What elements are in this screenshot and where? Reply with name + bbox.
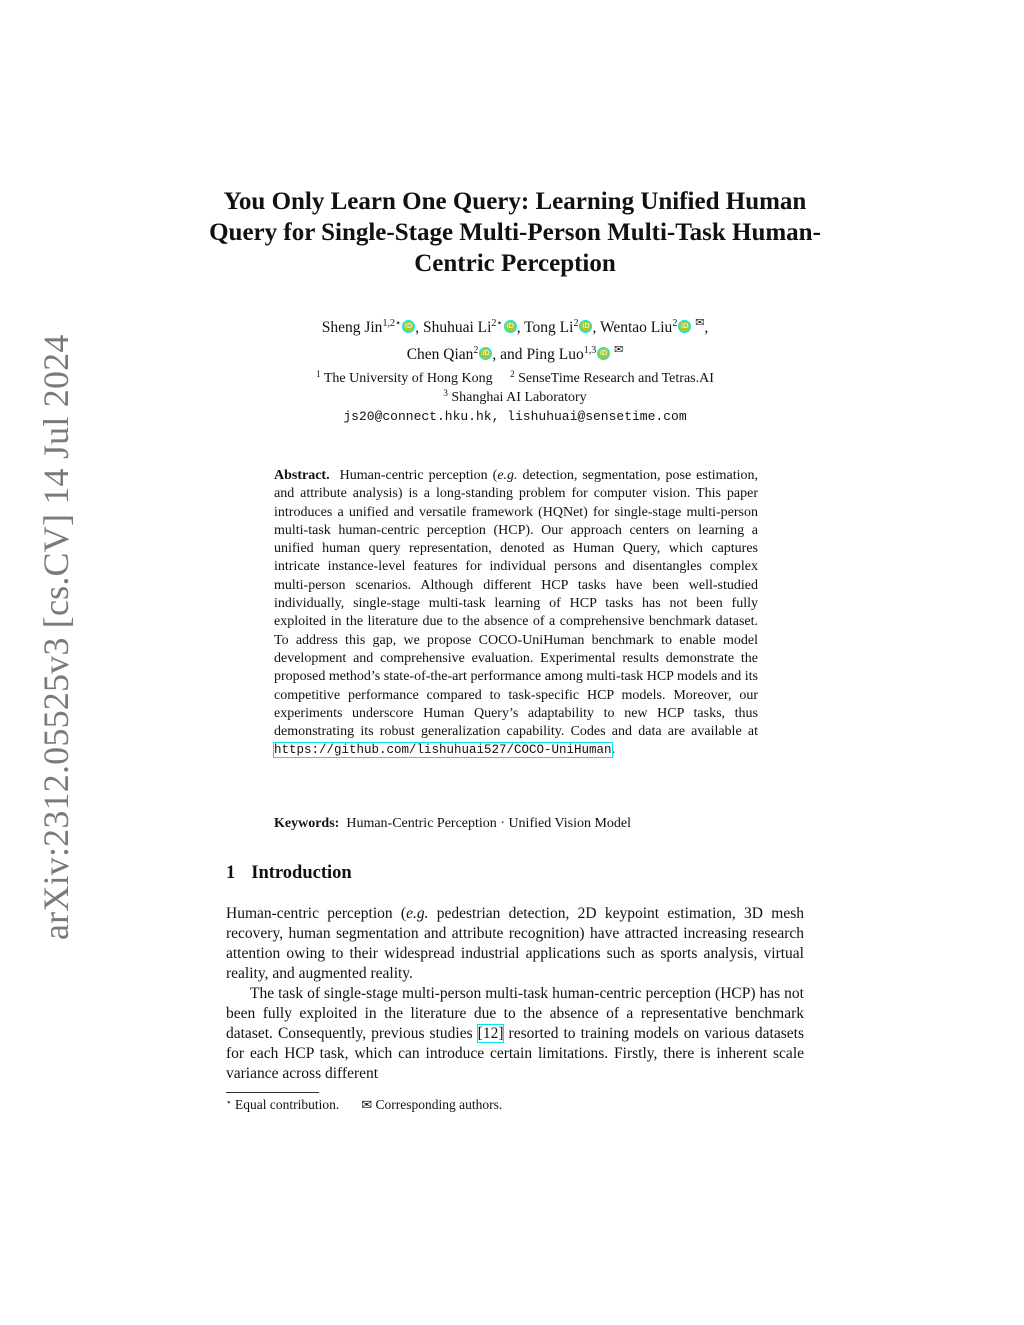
affiliations xyxy=(240,369,790,426)
orcid-icon[interactable]: iD xyxy=(678,320,691,333)
footnote-corresponding: Corresponding authors. xyxy=(375,1097,503,1112)
section-title: Introduction xyxy=(251,863,352,883)
author-name: Tong Li xyxy=(524,319,574,336)
author-affiliation-sup: 2 xyxy=(672,318,678,329)
author-affiliation-sup: 1,2⋆ xyxy=(382,318,402,329)
author-affiliation-sup: 2 xyxy=(473,345,479,356)
citation-link[interactable]: [12] xyxy=(477,1025,504,1042)
footnote: ⋆ Equal contribution. ✉ Corresponding authors. xyxy=(226,1097,503,1113)
section-body xyxy=(226,904,804,1084)
keywords-text: Human-Centric Perception · Unified Vision Model xyxy=(346,816,632,831)
envelope-icon: ✉ xyxy=(695,316,705,329)
paper-title: You Only Learn One Query: Learning Unified Human Query for Single-Stage Multi-Person Multi-Task Human-Centric Perception xyxy=(209,188,821,277)
github-link[interactable]: https://github.com/lishuhuai527/COCO-UniHuman xyxy=(274,743,612,758)
author-list: Sheng Jin$^{1,2⋆}$ iD , Shuhuai $Li^{2⋆}$ iD , Tong Li$^2$ iD , Wentao Liu$^2$ iD ✉, Chen Qian$^2$ iD , and Ping Luo$^{1,3}$ iD ✉ xyxy=(321,316,709,363)
orcid-icon[interactable]: iD xyxy=(402,320,415,333)
affiliation-line: $^1$ The University of Hong Kong $^2$ SenseTime Research and Tetras.AI xyxy=(316,369,714,386)
footnote-rule xyxy=(226,1092,319,1093)
author-affiliation-sup: 2⋆ xyxy=(491,318,503,329)
orcid-icon[interactable]: iD xyxy=(597,347,610,360)
affiliation-hku: The University of Hong Kong xyxy=(323,371,493,386)
author-emails: js20@connect.hku.hk, lishuhuai@sensetime.com xyxy=(343,409,687,424)
abstract: Abstract. Human-centric perception (e.g. detection, segmentation, pose estimation, and attribute analysis) is a long-standing problem for computer vision. This paper introduces a unified and versatile framework (HQNet) for single-stage multi-person multi-task human-centric perception (HCP). Our approach centers on learning a unified human query representation, denoted as Human Query, which captures intricate instance-level features for individual persons and disentangles complex multi-person scenarios. Although different HCP tasks have been well-studied individually, single-stage multi-task learning of HCP tasks has not been fully exploited in the literature due to the absence of a comprehensive benchmark dataset. To address this gap, we propose COCO-UniHuman benchmark to enable model development and comprehensive evaluation. Experimental results demonstrate the proposed method’s state-of-the-art performance among multi-task HCP models and its competitive performance compared to task-specific HCP models. Moreover, our experiments underscore Human Query’s adaptability to new HCP tasks, thus demonstrating its robust generalization capability. Codes and data are available at https://github.com/lishuhuai527/COCO-UniHuman. xyxy=(274,468,758,758)
author-affiliation-sup: 1,3 xyxy=(583,345,597,356)
abstract-label: Abstract. xyxy=(274,468,330,483)
paragraph: Human-centric perception (e.g. pedestrian detection, 2D keypoint estimation, 3D mesh recovery, human segmentation and attribute recognition) have attracted increasing research attention owing to their widespread industrial applications such as sports analysis, virtual reality, and augmented reality. xyxy=(226,905,804,982)
footnote-equal-contribution: Equal contribution. xyxy=(235,1097,340,1112)
author-affiliation-sup: 2 xyxy=(573,318,579,329)
keywords-label: Keywords: xyxy=(274,816,340,831)
author-name: Shuhuai Li xyxy=(422,319,492,336)
orcid-icon[interactable]: iD xyxy=(479,347,492,360)
section-number: 1 xyxy=(226,863,236,883)
affiliation-sensetime: SenseTime Research and Tetras.AI xyxy=(518,371,714,386)
author-name: Sheng Jin xyxy=(321,319,383,336)
author-name: Ping Luo xyxy=(526,346,584,363)
affiliation-shanghai-ai-lab: Shanghai AI Laboratory xyxy=(451,390,587,405)
author-name: Chen Qian xyxy=(406,346,474,363)
author-name: Wentao Liu xyxy=(599,319,673,336)
affiliation-line: $^3$ Shanghai AI Laboratory xyxy=(443,388,587,405)
envelope-icon: ✉ xyxy=(614,343,624,356)
orcid-icon[interactable]: iD xyxy=(579,320,592,333)
keywords xyxy=(274,815,758,833)
arxiv-identifier-stamp: arXiv:2312.05525v3 [cs.CV] 14 Jul 2024 xyxy=(36,334,76,940)
envelope-icon: ✉ xyxy=(361,1098,373,1113)
section-heading xyxy=(226,863,352,884)
orcid-icon[interactable]: iD xyxy=(504,320,517,333)
paragraph: The task of single-stage multi-person multi-task human-centric perception (HCP) has not been fully exploited in the literature due to the absence of a representative benchmark dataset. Consequently, previous studies [12] resorted to training models on various datasets for each HCP task, which can introduce certain limitations. Firstly, there is inherent scale variance across different xyxy=(226,985,804,1082)
